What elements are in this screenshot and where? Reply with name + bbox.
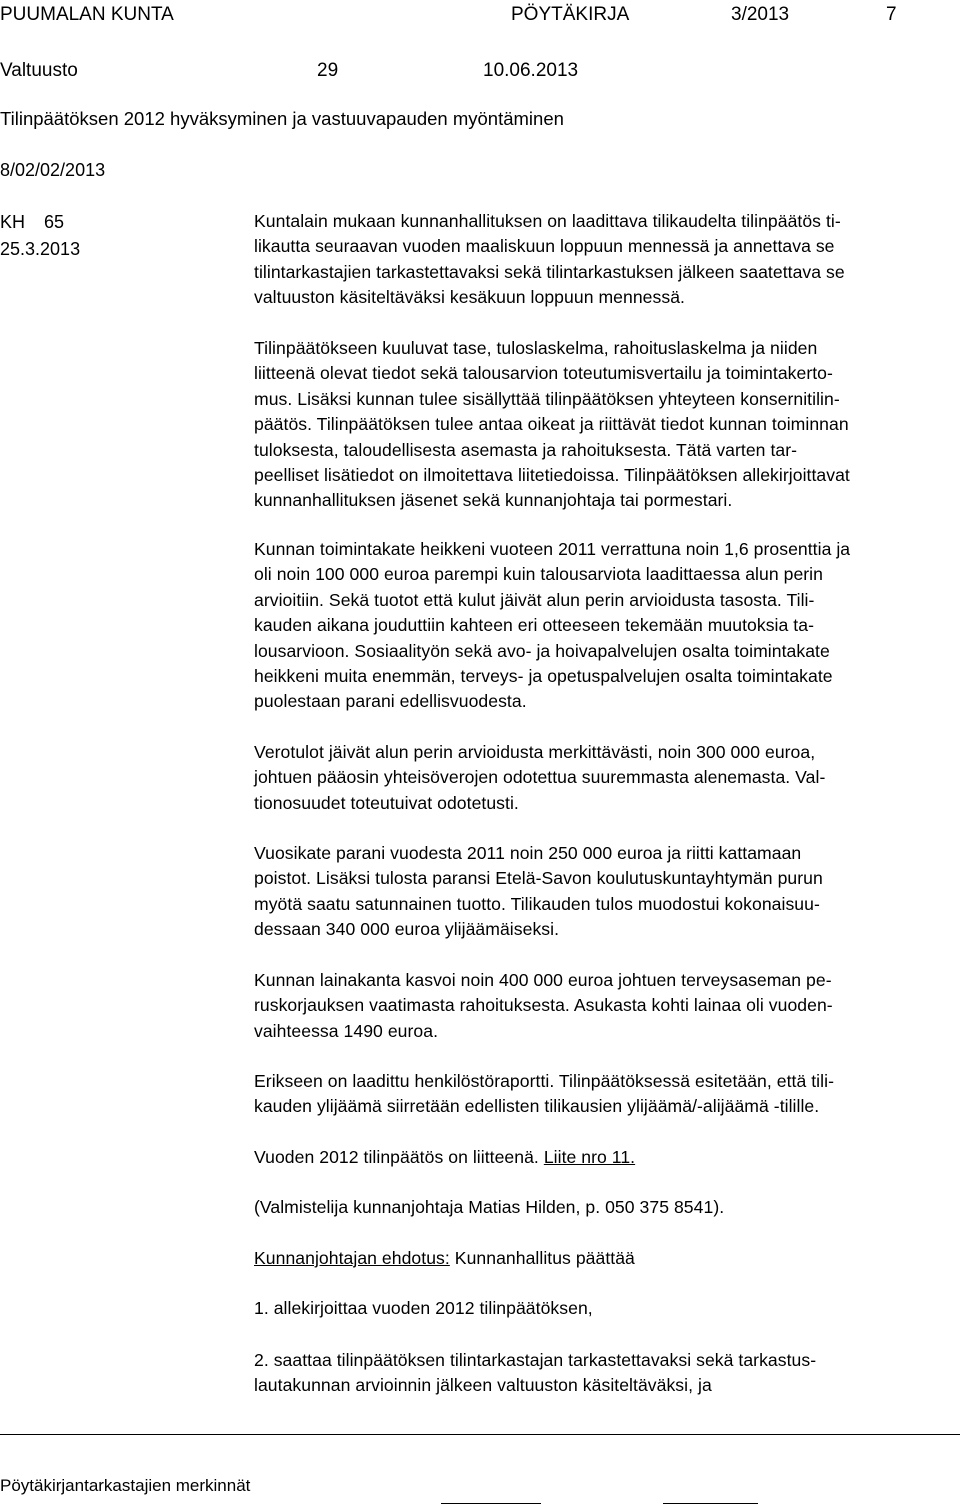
- kh-label: KH: [0, 212, 26, 232]
- paragraph-8: [254, 1145, 954, 1170]
- document-number: 3/2013: [731, 4, 790, 25]
- text-line: Kunnan lainakanta kasvoi noin 400 000 euroa johtuen terveysaseman pe-: [254, 970, 832, 990]
- text-line: likautta seuraavan vuoden maaliskuun loppuun mennessä ja annettava se: [254, 236, 835, 257]
- kh-date: 25.3.2013: [0, 239, 81, 259]
- attachment-line: [254, 1145, 954, 1170]
- paragraph-3: [254, 537, 954, 715]
- text-line: heikkeni muita enemmän, terveys- ja opetuspalvelujen osalta toimintakate: [254, 666, 833, 687]
- document-type: PÖYTÄKIRJA: [511, 4, 630, 25]
- attachment-link[interactable]: Liite nro 11.: [543, 1147, 636, 1167]
- text-line: kauden ylijäämä siirretään edellisten tilikausien ylijäämä/-alijäämä -tilille.: [254, 1096, 820, 1117]
- text-line: puolestaan parani edellisvuodesta.: [254, 691, 527, 712]
- text-line: päätös. Tilinpäätöksen tulee antaa oikeat ja riittävät tiedot kunnan toiminnan: [254, 414, 849, 435]
- text-line: myötä saatu satunnainen tuotto. Tilikauden tulos muodostui kokonaisuu-: [254, 893, 820, 914]
- text-line: kunnanhallituksen jäsenet sekä kunnanjohtaja tai pormestari.: [254, 490, 733, 511]
- text-line: tuloksesta, taloudellisesta asemasta ja rahoituksesta. Tätä varten tar-: [254, 439, 798, 460]
- text-line: arvioitiin. Sekä tuotot että kulut jäivät alun perin arvioidusta tasosta. Tili-: [254, 589, 815, 610]
- paragraph-7: [254, 1069, 954, 1120]
- text-line: lautakunnan arvioinnin jälkeen valtuuston käsiteltäväksi, ja: [254, 1375, 712, 1396]
- text-line: 2. saattaa tilinpäätöksen tilintarkastajan tarkastettavaksi sekä tarkastus-: [254, 1350, 817, 1370]
- text-line: Verotulot jäivät alun perin arvioidusta merkittävästi, noin 300 000 euroa,: [254, 742, 816, 762]
- paragraph-9: [254, 1195, 954, 1220]
- proposal: [254, 1246, 954, 1271]
- text-line: Kuntalain mukaan kunnanhallituksen on laadittava tilikaudelta tilinpäätös ti-: [254, 211, 841, 231]
- item-reference: 8/02/02/2013: [0, 160, 106, 180]
- municipality-name: PUUMALAN KUNTA: [0, 4, 174, 25]
- text-line: valtuuston käsiteltäväksi kesäkuun loppuun mennessä.: [254, 287, 685, 308]
- text-line: vaihteessa 1490 euroa.: [254, 1020, 439, 1041]
- proposal-label: Kunnanjohtajan ehdotus:: [254, 1248, 450, 1268]
- meeting-date: 10.06.2013: [483, 60, 579, 81]
- paragraph-1: [254, 209, 954, 311]
- text-line: tilintarkastajien tarkastettavaksi sekä tilintarkastuksen jälkeen saatettava se: [254, 261, 845, 282]
- proposal-item-2: [254, 1348, 954, 1399]
- text-line: lousarvioon. Sosiaalityön sekä avo- ja hoivapalvelujen osalta toimintakate: [254, 640, 830, 661]
- body-name: Valtuusto: [0, 60, 78, 81]
- paragraph-6: [254, 968, 954, 1044]
- text-line: mus. Lisäksi kunnan tulee sisällyttää tilinpäätöksen yhteyteen konsernitilin-: [254, 388, 840, 409]
- preparer-line: (Valmistelija kunnanjohtaja Matias Hilden, p. 050 375 8541).: [254, 1197, 725, 1217]
- footer-label: Pöytäkirjantarkastajien merkinnät: [0, 1476, 251, 1495]
- text-line: Tilinpäätökseen kuuluvat tase, tuloslaskelma, rahoituslaskelma ja niiden: [254, 338, 818, 358]
- paragraph-2: [254, 336, 954, 514]
- text-line: dessaan 340 000 euroa ylijäämäiseksi.: [254, 919, 560, 940]
- text-line: Kunnan toimintakate heikkeni vuoteen 2011 verrattuna noin 1,6 prosenttia ja: [254, 539, 851, 559]
- text-line: Vuosikate parani vuodesta 2011 noin 250 000 euroa ja riitti kattamaan: [254, 843, 802, 863]
- page-number: 7: [886, 4, 897, 25]
- signature-line-2[interactable]: [663, 1503, 758, 1504]
- kh-number: 65: [44, 212, 65, 232]
- text-line: Erikseen on laadittu henkilöstöraportti. Tilinpäätöksessä esitetään, että tili-: [254, 1071, 834, 1091]
- text-line: liitteenä olevat tiedot sekä talousarvion toteutumisvertailu ja toimintakerto-: [254, 363, 833, 384]
- text-line: ruskorjauksen vaatimasta rahoituksesta. Asukasta kohti lainaa oli vuoden-: [254, 995, 833, 1016]
- text-line: tionosuudet toteutuivat odotetusti.: [254, 792, 519, 813]
- text-line: johtuen pääosin yhteisöverojen odotettua suuremmasta alenemasta. Val-: [254, 767, 826, 788]
- proposal-item-1: [254, 1296, 954, 1321]
- text-line: kauden aikana jouduttiin kahteen eri otteeseen tekemään muutoksia ta-: [254, 615, 814, 636]
- attachment-text: Vuoden 2012 tilinpäätös on liitteenä.: [254, 1147, 539, 1167]
- text-line: poistot. Lisäksi tulosta paransi Etelä-Savon koulutuskuntayhtymän purun: [254, 868, 823, 889]
- signature-line-1[interactable]: [441, 1503, 541, 1504]
- proposal-text: Kunnanhallitus päättää: [454, 1248, 635, 1268]
- text-line: 1. allekirjoittaa vuoden 2012 tilinpäätöksen,: [254, 1298, 593, 1318]
- paragraph-4: [254, 740, 954, 816]
- text-line: peelliset lisätiedot on ilmoitettava liitetiedoissa. Tilinpäätöksen allekirjoittavat: [254, 465, 850, 486]
- proposal-line: [254, 1246, 954, 1271]
- paragraph-5: [254, 841, 954, 943]
- item-title: Tilinpäätöksen 2012 hyväksyminen ja vastuuvapauden myöntäminen: [0, 108, 564, 129]
- text-line: oli noin 100 000 euroa parempi kuin talousarviota laadittaessa alun perin: [254, 564, 823, 585]
- footer-divider: [0, 1434, 960, 1435]
- section-number: 29: [317, 60, 339, 81]
